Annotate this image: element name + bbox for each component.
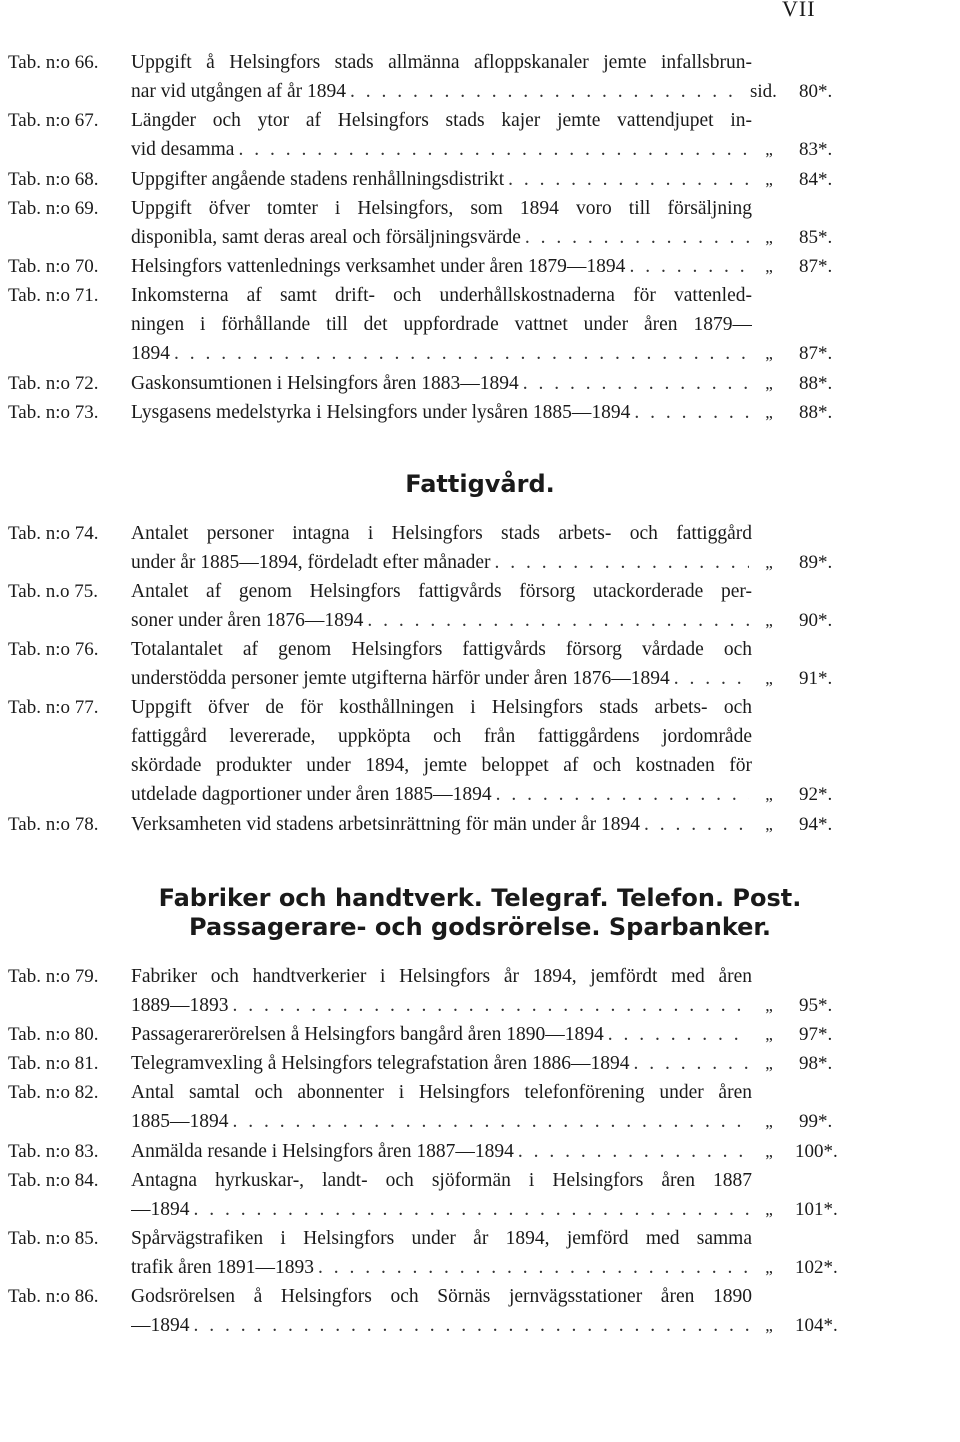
- entry-title-line: fattiggård levererade, uppköpta och från fattiggårdens jordområde: [131, 726, 752, 747]
- page-reference: 94*.: [799, 814, 833, 835]
- dot-leader: [518, 1137, 749, 1167]
- table-number: Tab. n:o 84.: [8, 1170, 99, 1191]
- entry-title-text: vid desamma: [131, 139, 235, 160]
- entry-title-line: [131, 1311, 753, 1341]
- entry-title-line: [131, 810, 753, 840]
- entry-title-text: disponibla, samt deras areal och försäljningsvärde: [131, 227, 521, 248]
- entry-title-text: Gaskonsumtionen i Helsingfors åren 1883—1894: [131, 373, 519, 394]
- entry-title-line: [131, 339, 753, 369]
- page-reference: 100*.: [795, 1141, 838, 1162]
- ditto-mark: „: [765, 228, 773, 247]
- dot-leader: [318, 1253, 749, 1283]
- dot-leader: [523, 369, 749, 399]
- entry-title-line: Antalet af genom Helsingfors fattigvårds försorg utackorderade per-: [131, 581, 752, 602]
- table-number: Tab. n:o 70.: [8, 256, 99, 277]
- page-reference: 90*.: [799, 610, 833, 631]
- table-number: Tab. n:o 76.: [8, 639, 99, 660]
- dot-leader: [496, 780, 749, 810]
- entry-title-line: Längder och ytor af Helsingfors stads kajer jemte vattendjupet in-: [131, 110, 752, 131]
- entry-title-line: [131, 252, 753, 282]
- table-number: Tab. n:o 72.: [8, 373, 99, 394]
- entry-title-text: understödda personer jemte utgifterna härför under åren 1876—1894: [131, 668, 670, 689]
- entry-title-text: 1885—1894: [131, 1111, 229, 1132]
- entry-title-line: Uppgift öfver de för kosthållningen i Helsingfors stads arbets- och: [131, 697, 752, 718]
- dot-leader: [233, 1107, 750, 1137]
- entry-title-line: [131, 1137, 753, 1167]
- entry-title-text: nar vid utgången af år 1894: [131, 81, 346, 102]
- section-heading: Fabriker och handtverk. Telegraf. Telefon. Post.: [158, 884, 802, 912]
- table-number: Tab. n:o 66.: [8, 52, 99, 73]
- sid-label: sid.: [750, 81, 777, 102]
- entry-title-text: Lysgasens medelstyrka i Helsingfors under lysåren 1885—1894: [131, 402, 631, 423]
- dot-leader: [194, 1195, 750, 1225]
- ditto-mark: „: [765, 1258, 773, 1277]
- page-reference: 101*.: [795, 1199, 838, 1220]
- entry-title-line: [131, 1020, 753, 1050]
- entry-title-line: [131, 369, 753, 399]
- ditto-mark: „: [765, 1054, 773, 1073]
- ditto-mark: „: [765, 553, 773, 572]
- dot-leader: [495, 548, 749, 578]
- ditto-mark: „: [765, 403, 773, 422]
- ditto-mark: „: [765, 1142, 773, 1161]
- entry-title-line: Uppgift å Helsingfors stads allmänna afloppskanaler jemte infallsbrun-: [131, 52, 752, 73]
- entry-title-text: —1894: [131, 1315, 190, 1336]
- page-reference: 91*.: [799, 668, 833, 689]
- entry-title-text: Telegramvexling å Helsingfors telegrafstation åren 1886—1894: [131, 1053, 630, 1074]
- entry-title-line: Godsrörelsen å Helsingfors och Sörnäs jernvägsstationer åren 1890: [131, 1286, 752, 1307]
- entry-title-line: Antal samtal och abonnenter i Helsingfors telefonförening under åren: [131, 1082, 752, 1103]
- entry-title-line: [131, 1253, 753, 1283]
- dot-leader: [350, 77, 741, 107]
- entry-title-line: ningen i förhållande till det uppfordrade vattnet under åren 1879—: [131, 314, 752, 335]
- page-reference: 80*.: [799, 81, 833, 102]
- table-number: Tab. n:o 68.: [8, 169, 99, 190]
- table-number: Tab. n:o 79.: [8, 966, 99, 987]
- ditto-mark: „: [765, 374, 773, 393]
- entry-title-line: Antagna hyrkuskar-, landt- och sjöformän i Helsingfors åren 1887: [131, 1170, 752, 1191]
- table-number: Tab. n:o 77.: [8, 697, 99, 718]
- table-number: Tab. n:o 73.: [8, 402, 99, 423]
- entry-title-line: [131, 223, 753, 253]
- ditto-mark: „: [765, 170, 773, 189]
- entry-title-line: [131, 780, 753, 810]
- page-reference: 98*.: [799, 1053, 833, 1074]
- ditto-mark: „: [765, 996, 773, 1015]
- ditto-mark: „: [765, 669, 773, 688]
- entry-title-line: Fabriker och handtverkerier i Helsingfors år 1894, jemfördt med åren: [131, 966, 752, 987]
- table-number: Tab. n:o 74.: [8, 523, 99, 544]
- page-reference: 92*.: [799, 784, 833, 805]
- page-reference: 87*.: [799, 256, 833, 277]
- section-heading: Passagerare- och godsrörelse. Sparbanker.: [189, 913, 771, 941]
- page-number: VII: [782, 0, 816, 21]
- page-reference: 88*.: [799, 373, 833, 394]
- page-reference: 85*.: [799, 227, 833, 248]
- entry-title-text: 1889—1893: [131, 995, 229, 1016]
- entry-title-line: [131, 165, 753, 195]
- ditto-mark: „: [765, 1316, 773, 1335]
- dot-leader: [238, 135, 749, 165]
- dot-leader: [233, 991, 750, 1021]
- entry-title-line: Spårvägstrafiken i Helsingfors under år 1894, jemförd med samma: [131, 1228, 752, 1249]
- table-number: Tab. n:o 78.: [8, 814, 99, 835]
- entry-title-text: trafik åren 1891—1893: [131, 1257, 315, 1278]
- dot-leader: [644, 810, 749, 840]
- table-number: Tab. n:o 67.: [8, 110, 99, 131]
- page-reference: 102*.: [795, 1257, 838, 1278]
- page-reference: 89*.: [799, 552, 833, 573]
- table-number: Tab. n.o 75.: [8, 581, 98, 602]
- entry-title-line: [131, 548, 753, 578]
- entry-title-text: 1894: [131, 343, 170, 364]
- entry-title-text: Passagerarerörelsen å Helsingfors bangård åren 1890—1894: [131, 1024, 604, 1045]
- table-number: Tab. n:o 69.: [8, 198, 99, 219]
- entry-title-text: —1894: [131, 1199, 190, 1220]
- entry-title-line: [131, 1049, 753, 1079]
- page-reference: 87*.: [799, 343, 833, 364]
- entry-title-line: [131, 664, 753, 694]
- entry-title-line: [131, 606, 753, 636]
- ditto-mark: „: [765, 1025, 773, 1044]
- ditto-mark: „: [765, 815, 773, 834]
- dot-leader: [633, 1049, 749, 1079]
- table-number: Tab. n:o 82.: [8, 1082, 99, 1103]
- table-number: Tab. n:o 81.: [8, 1053, 99, 1074]
- dot-leader: [174, 339, 749, 369]
- dot-leader: [525, 223, 749, 253]
- dot-leader: [608, 1020, 749, 1050]
- page-reference: 83*.: [799, 139, 833, 160]
- entry-title-text: Helsingfors vattenlednings verksamhet under åren 1879—1894: [131, 256, 626, 277]
- page-reference: 84*.: [799, 169, 833, 190]
- ditto-mark: „: [765, 611, 773, 630]
- ditto-mark: „: [765, 1112, 773, 1131]
- entry-title-line: [131, 1107, 753, 1137]
- entry-title-text: Anmälda resande i Helsingfors åren 1887—1894: [131, 1141, 514, 1162]
- dot-leader: [674, 664, 749, 694]
- section-heading: Fattigvård.: [405, 470, 555, 498]
- entry-title-line: [131, 135, 753, 165]
- dot-leader: [194, 1311, 750, 1341]
- table-number: Tab. n:o 83.: [8, 1141, 99, 1162]
- page-reference: 97*.: [799, 1024, 833, 1045]
- dot-leader: [634, 398, 749, 428]
- dot-leader: [367, 606, 749, 636]
- entry-title-text: soner under åren 1876—1894: [131, 610, 364, 631]
- entry-title-line: [131, 991, 753, 1021]
- ditto-mark: „: [765, 785, 773, 804]
- ditto-mark: „: [765, 140, 773, 159]
- entry-title-line: skördade produkter under 1894, jemte beloppet af och kostnaden för: [131, 755, 752, 776]
- ditto-mark: „: [765, 344, 773, 363]
- entry-title-text: utdelade dagportioner under åren 1885—1894: [131, 784, 492, 805]
- entry-title-line: Antalet personer intagna i Helsingfors stads arbets- och fattiggård: [131, 523, 752, 544]
- entry-title-text: Verksamheten vid stadens arbetsinrättning för män under år 1894: [131, 814, 641, 835]
- entry-title-text: under år 1885—1894, fördeladt efter månader: [131, 552, 491, 573]
- page-reference: 95*.: [799, 995, 833, 1016]
- entry-title-line: Inkomsterna af samt drift- och underhållskostnaderna för vattenled-: [131, 285, 752, 306]
- entry-title-line: [131, 398, 753, 428]
- table-number: Tab. n:o 85.: [8, 1228, 99, 1249]
- dot-leader: [508, 165, 749, 195]
- dot-leader: [629, 252, 749, 282]
- ditto-mark: „: [765, 1200, 773, 1219]
- page-reference: 104*.: [795, 1315, 838, 1336]
- table-number: Tab. n:o 71.: [8, 285, 99, 306]
- ditto-mark: „: [765, 257, 773, 276]
- entry-title-line: Totalantalet af genom Helsingfors fattigvårds försorg vårdade och: [131, 639, 752, 660]
- page-reference: 99*.: [799, 1111, 833, 1132]
- entry-title-text: Uppgifter angående stadens renhållningsdistrikt: [131, 169, 505, 190]
- table-number: Tab. n:o 80.: [8, 1024, 99, 1045]
- table-number: Tab. n:o 86.: [8, 1286, 99, 1307]
- entry-title-line: [131, 77, 745, 107]
- entry-title-line: [131, 1195, 753, 1225]
- entry-title-line: Uppgift öfver tomter i Helsingfors, som 1894 voro till försäljning: [131, 198, 752, 219]
- page-reference: 88*.: [799, 402, 833, 423]
